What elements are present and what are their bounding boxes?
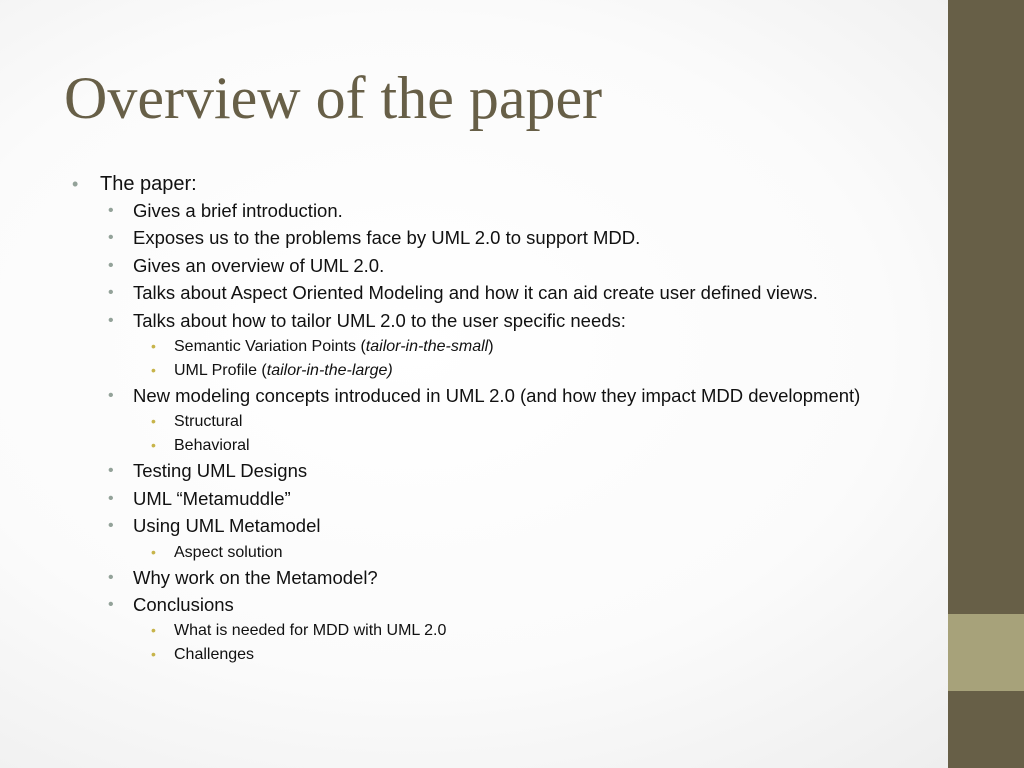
list-item-text: Why work on the Metamodel? [133, 566, 378, 588]
bullet-icon: • [108, 256, 114, 274]
list-item [0, 543, 900, 562]
list-item-text: Conclusions [133, 593, 234, 615]
list-item-text: Talks about how to tailor UML 2.0 to the user specific needs: [133, 309, 626, 331]
slide-title: Overview of the paper [64, 65, 603, 131]
list-item [0, 645, 900, 664]
bullet-icon: • [108, 489, 114, 507]
bullet-icon: • [108, 202, 114, 219]
list-item [0, 227, 900, 249]
list-item [0, 460, 900, 482]
list-item-text: Behavioral [174, 437, 250, 455]
bullet-icon: • [108, 595, 114, 613]
bullet-icon: • [108, 311, 114, 329]
bullet-icon: • [151, 646, 156, 663]
list-item-text: UML Profile ( [174, 361, 267, 379]
list-item-text: Testing UML Designs [133, 460, 308, 482]
list-item-text: Talks about Aspect Oriented Modeling and how it can aid create user defined views. [133, 282, 818, 304]
bullet-icon: • [108, 229, 114, 247]
bullet-icon: • [108, 568, 114, 586]
list-item-text: Structural [174, 413, 243, 431]
list-item [0, 488, 900, 510]
sub-list [0, 200, 900, 664]
list-item-text: The paper: [100, 173, 197, 195]
sub-sub-list [0, 621, 900, 664]
bullet-icon: • [151, 413, 156, 430]
bullet-icon: • [151, 437, 156, 454]
list-item-the-paper [0, 172, 900, 664]
list-item-emphasis: tailor-in-the-large) [266, 361, 393, 379]
list-item [0, 412, 900, 431]
bullet-icon: • [151, 622, 156, 639]
bullet-icon: • [108, 462, 114, 480]
slide-content [0, 172, 900, 669]
bullet-icon: • [108, 284, 114, 302]
list-item [0, 255, 900, 277]
list-item [0, 337, 900, 356]
list-item-text: What is needed for MDD with UML 2.0 [174, 622, 447, 640]
list-item [0, 621, 900, 640]
bullet-icon: • [72, 174, 79, 194]
list-item [0, 385, 900, 455]
list-item [0, 282, 900, 304]
bullet-icon: • [151, 361, 156, 378]
list-item [0, 515, 900, 561]
list-item [0, 567, 900, 589]
list-item [0, 200, 900, 222]
bullet-icon: • [108, 517, 114, 535]
side-decoration-accent [948, 614, 1024, 691]
sub-sub-list [0, 412, 900, 455]
list-item-text: Exposes us to the problems face by UML 2.0 to support MDD. [133, 227, 641, 249]
list-item-text: Challenges [174, 646, 255, 664]
list-item [0, 436, 900, 455]
list-item-text: Using UML Metamodel [133, 515, 321, 537]
list-item-text: Semantic Variation Points ( [174, 337, 366, 355]
sub-sub-list [0, 337, 900, 380]
bullet-list [0, 172, 900, 664]
bullet-icon: • [151, 543, 156, 560]
list-item-emphasis: tailor-in-the-small [365, 337, 489, 355]
bullet-icon: • [108, 386, 114, 404]
list-item-text: Gives an overview of UML 2.0. [133, 254, 385, 276]
list-item-text: Aspect solution [174, 543, 283, 561]
list-item-text: New modeling concepts introduced in UML 2.0 (and how they impact MDD development) [133, 384, 861, 406]
list-item [0, 594, 900, 664]
list-item [0, 361, 900, 380]
bullet-icon: • [151, 337, 156, 354]
list-item-text: UML “Metamuddle” [133, 487, 291, 509]
list-item-text: Gives a brief introduction. [133, 200, 343, 221]
sub-sub-list [0, 543, 900, 562]
list-item-suffix: ) [488, 337, 494, 355]
list-item [0, 310, 900, 380]
